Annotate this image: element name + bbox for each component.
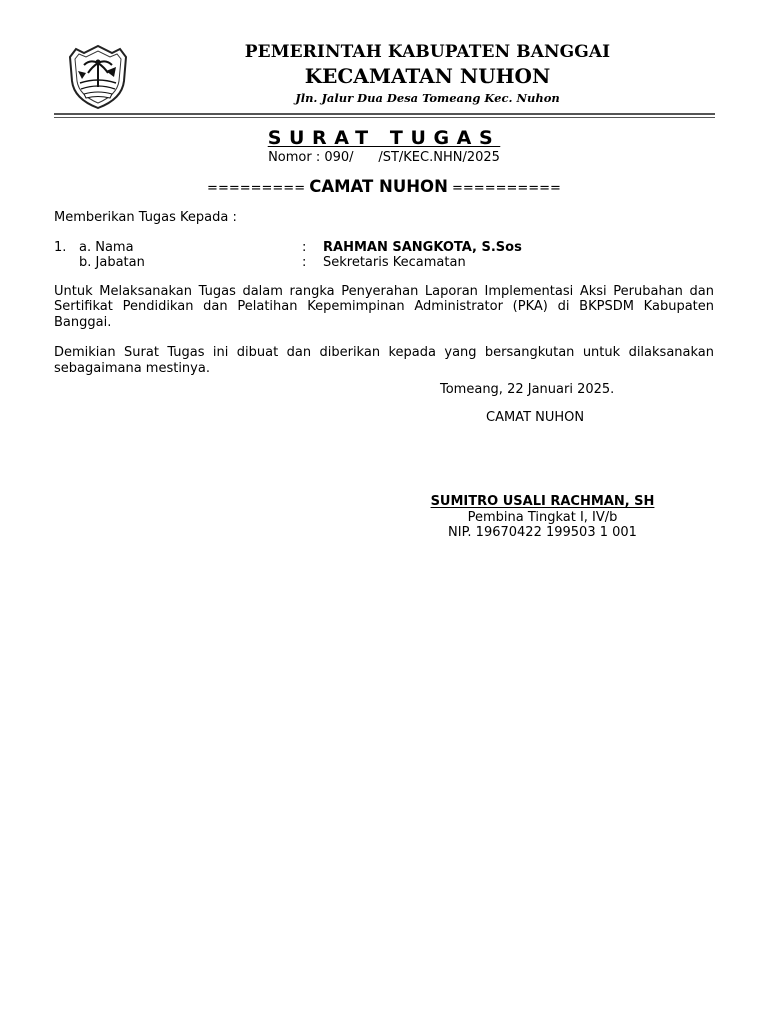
signer-block bbox=[405, 494, 680, 541]
kabupaten-emblem-icon bbox=[62, 43, 134, 111]
intro-text: Memberikan Tugas Kepada : bbox=[54, 210, 237, 225]
position-value: Sekretaris Kecamatan bbox=[323, 255, 466, 270]
name-label: a. Nama bbox=[79, 239, 134, 255]
name-value: RAHMAN SANGKOTA, S.Sos bbox=[323, 239, 522, 255]
signatory-title: CAMAT NUHON bbox=[486, 410, 585, 425]
closing-paragraph: Demikian Surat Tugas ini dibuat dan diberikan kepada yang bersangkutan untuk dilaksanakan sebagaimana mestinya. bbox=[54, 345, 714, 376]
assignee-number: 1. bbox=[54, 239, 67, 255]
assignee-number-spacer bbox=[54, 255, 79, 271]
assignee-name-row bbox=[54, 240, 714, 256]
letterhead-district: KECAMATAN NUHON bbox=[304, 64, 551, 88]
letterhead-divider-thick bbox=[54, 113, 715, 115]
issuer-heading-left: ========= bbox=[207, 181, 306, 196]
document-title bbox=[0, 126, 768, 150]
name-colon: : bbox=[302, 239, 307, 255]
signer-rank: Pembina Tingkat I, IV/b bbox=[467, 509, 618, 525]
position-label: b. Jabatan bbox=[79, 255, 145, 270]
place-date: Tomeang, 22 Januari 2025. bbox=[440, 382, 615, 397]
issuer-heading-title: CAMAT NUHON bbox=[309, 177, 448, 196]
document-body bbox=[54, 210, 714, 376]
assignee-position-row bbox=[54, 255, 714, 271]
letterhead-address: Jln. Jalur Dua Desa Tomeang Kec. Nuhon bbox=[295, 91, 560, 105]
signer-name: SUMITRO USALI RACHMAN, SH bbox=[430, 494, 655, 509]
issuer-heading-right: ========== bbox=[452, 181, 561, 196]
letterhead bbox=[140, 40, 715, 107]
letterhead-government: PEMERINTAH KABUPATEN BANGGAI bbox=[244, 42, 611, 62]
document-number: Nomor : 090/ /ST/KEC.NHN/2025 bbox=[268, 150, 500, 165]
assignee-list bbox=[54, 240, 714, 271]
signer-nip: NIP. 19670422 199503 1 001 bbox=[448, 525, 637, 540]
document-title-text: SURAT TUGAS bbox=[267, 127, 501, 149]
position-colon: : bbox=[302, 255, 307, 270]
letterhead-divider-thin bbox=[54, 117, 715, 118]
task-paragraph: Untuk Melaksanakan Tugas dalam rangka Penyerahan Laporan Implementasi Aksi Perubahan dan Sertifikat Pendidikan dan Pelatihan Kepemimpinan Administrator (PKA) di BKPSDM Kabupaten Banggai. bbox=[54, 283, 714, 330]
issuer-heading bbox=[0, 176, 768, 200]
